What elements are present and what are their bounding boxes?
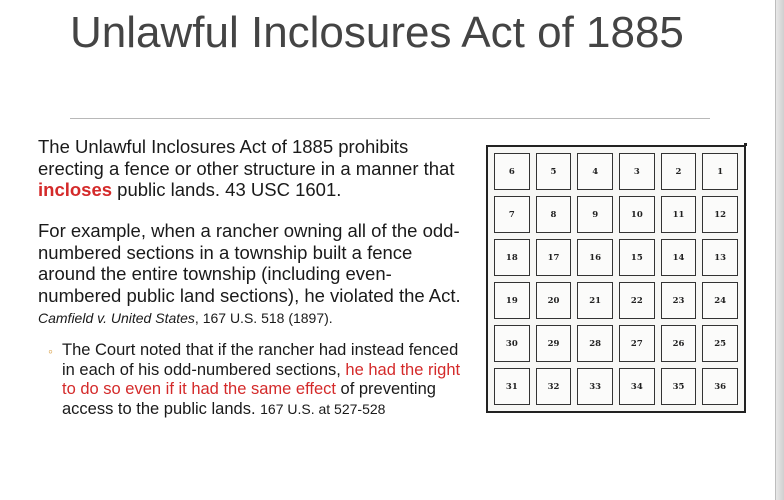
window-edge [775, 0, 784, 500]
section-cell: 19 [494, 282, 530, 319]
section-cell: 1 [702, 153, 738, 190]
section-cell: 8 [536, 196, 572, 233]
section-cell: 36 [702, 368, 738, 405]
section-cell: 13 [702, 239, 738, 276]
title-divider [70, 118, 710, 119]
section-cell: 30 [494, 325, 530, 362]
section-cell: 31 [494, 368, 530, 405]
statute-text: The Unlawful Inclosures Act of 1885 prohibits erecting a fence or other structure in a manner that [38, 136, 455, 179]
bullet-citation: 167 U.S. at 527-528 [260, 400, 386, 417]
section-cell: 25 [702, 325, 738, 362]
section-cell: 3 [619, 153, 655, 190]
section-cell: 10 [619, 196, 655, 233]
section-cell: 16 [577, 239, 613, 276]
section-cell: 21 [577, 282, 613, 319]
section-cell: 15 [619, 239, 655, 276]
section-cell: 23 [661, 282, 697, 319]
section-cell: 12 [702, 196, 738, 233]
section-cell: 29 [536, 325, 572, 362]
incloses-highlight: incloses [38, 179, 113, 200]
bullet-highlight: he had the right to do so even if it had the same effect [62, 360, 461, 398]
section-cell: 9 [577, 196, 613, 233]
bullet-icon: ◦ [48, 343, 53, 359]
section-cell: 4 [577, 153, 613, 190]
section-cell: 22 [619, 282, 655, 319]
section-cell: 33 [577, 368, 613, 405]
section-cell: 35 [661, 368, 697, 405]
example-text: For example, when a rancher owning all of the odd-numbered sections in a township built a fence around the entire township (including even-numbered public land sections), he violated the Act. [38, 220, 461, 306]
section-cell: 5 [536, 153, 572, 190]
section-cell: 34 [619, 368, 655, 405]
bullet-text [62, 341, 468, 419]
section-cell: 17 [536, 239, 572, 276]
township-map [486, 145, 746, 413]
section-cell: 11 [661, 196, 697, 233]
section-cell: 20 [536, 282, 572, 319]
section-cell: 24 [702, 282, 738, 319]
statute-citation: public lands. 43 USC 1601. [112, 179, 342, 200]
bullet-text-end: of preventing access to the public lands. [62, 380, 436, 418]
section-cell: 14 [661, 239, 697, 276]
section-cell: 28 [577, 325, 613, 362]
slide-title: Unlawful Inclosures Act of 1885 [70, 8, 684, 57]
case-name: Camfield v. United States [38, 310, 195, 326]
section-cell: 32 [536, 368, 572, 405]
case-citation: , 167 U.S. 518 (1897). [194, 310, 333, 326]
paragraph-example [38, 220, 468, 330]
section-cell: 6 [494, 153, 530, 190]
paragraph-statute [38, 136, 468, 201]
section-cell: 27 [619, 325, 655, 362]
township-grid [491, 150, 741, 408]
section-cell: 2 [661, 153, 697, 190]
section-cell: 18 [494, 239, 530, 276]
section-cell: 26 [661, 325, 697, 362]
section-cell: 7 [494, 196, 530, 233]
bullet-text-start: The Court noted that if the rancher had instead fenced in each of his odd-numbered sections, [62, 341, 459, 379]
